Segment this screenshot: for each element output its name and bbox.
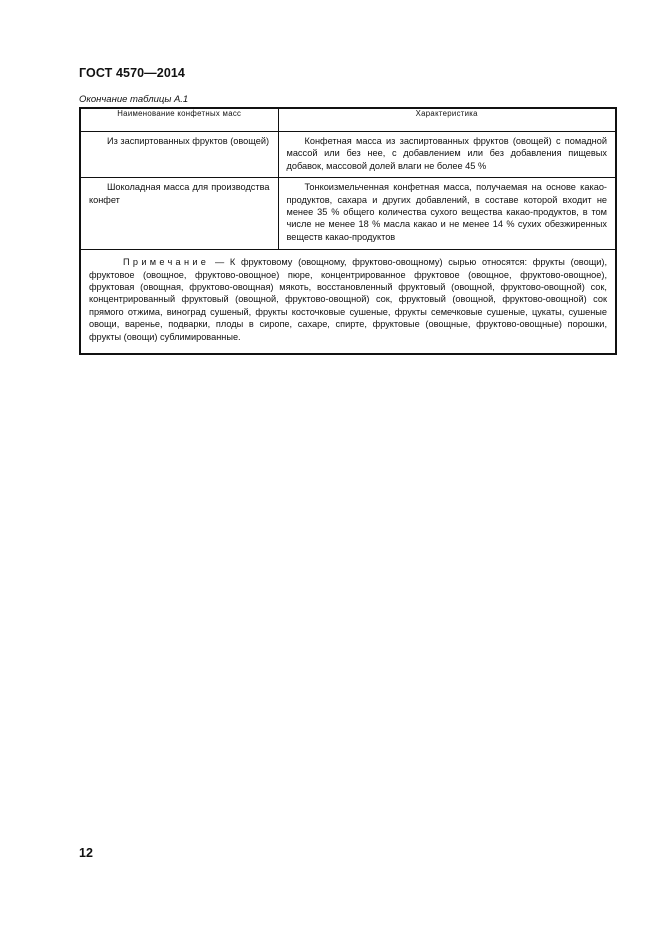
table-header-row [80,108,616,132]
table-note-row [80,250,616,354]
table-row [80,178,616,250]
row-name-cell [80,178,278,250]
row-description: Конфетная масса из заспиртованных фруктов (овощей) с помадной массой или без нее, с добавлением или без добавления пищевых добавок, массовой долей влаги не более 45 % [286,136,607,171]
characteristics-table [79,107,617,355]
row-name: Из заспиртованных фруктов (овощей) [107,136,270,146]
table-container [79,107,615,355]
row-description-cell [278,132,616,178]
column-header-name: Наименование конфетных масс [80,108,278,132]
row-name-cell [80,132,278,178]
page-number: 12 [79,846,93,860]
table-caption: Окончание таблицы А.1 [79,94,189,105]
table-note [80,250,616,354]
note-text: — К фруктовому (овощному, фруктово-овощному) сырью относятся: фрукты (овощи), фруктовое (овощное, фруктово-овощное) пюре, концентрированное фруктовое (овощное, фруктово-овощное), фруктовая (овощная, фруктово-овощная) мякоть, восстановленный фруктовый (овощной, фруктово-овощной) сок, концентрированный фруктовый (овощной, фруктово-овощной) сок, фруктовый (овощной, фруктово-овощной) сок прямого отжима, виноград сушеный, фрукты косточковые сушеные, фрукты семечковые сушеные, цукаты, сушеные овощи, варенье, подварки, плоды в сиропе, сахаре, спирте, фруктовые (овощные, фруктово-овощные) порошки, фрукты (овощи) сублимированные. [89,257,607,342]
column-header-characteristic: Характеристика [278,108,616,132]
row-description-cell [278,178,616,250]
note-label: Примечание [123,257,210,268]
row-name: Шоколадная масса для производства конфет [89,182,270,205]
document-code: ГОСТ 4570—2014 [79,66,185,80]
row-description: Тонкоизмельченная конфетная масса, получаемая на основе какао-продуктов, сахара и других добавлений, в составе которой входит не менее 35 % общего количества сухого вещества какао-продуктов, в том числе не менее 18 % масла какао и не менее 14 % сухих обезжиренных веществ какао-продуктов [286,182,607,242]
table-row [80,132,616,178]
